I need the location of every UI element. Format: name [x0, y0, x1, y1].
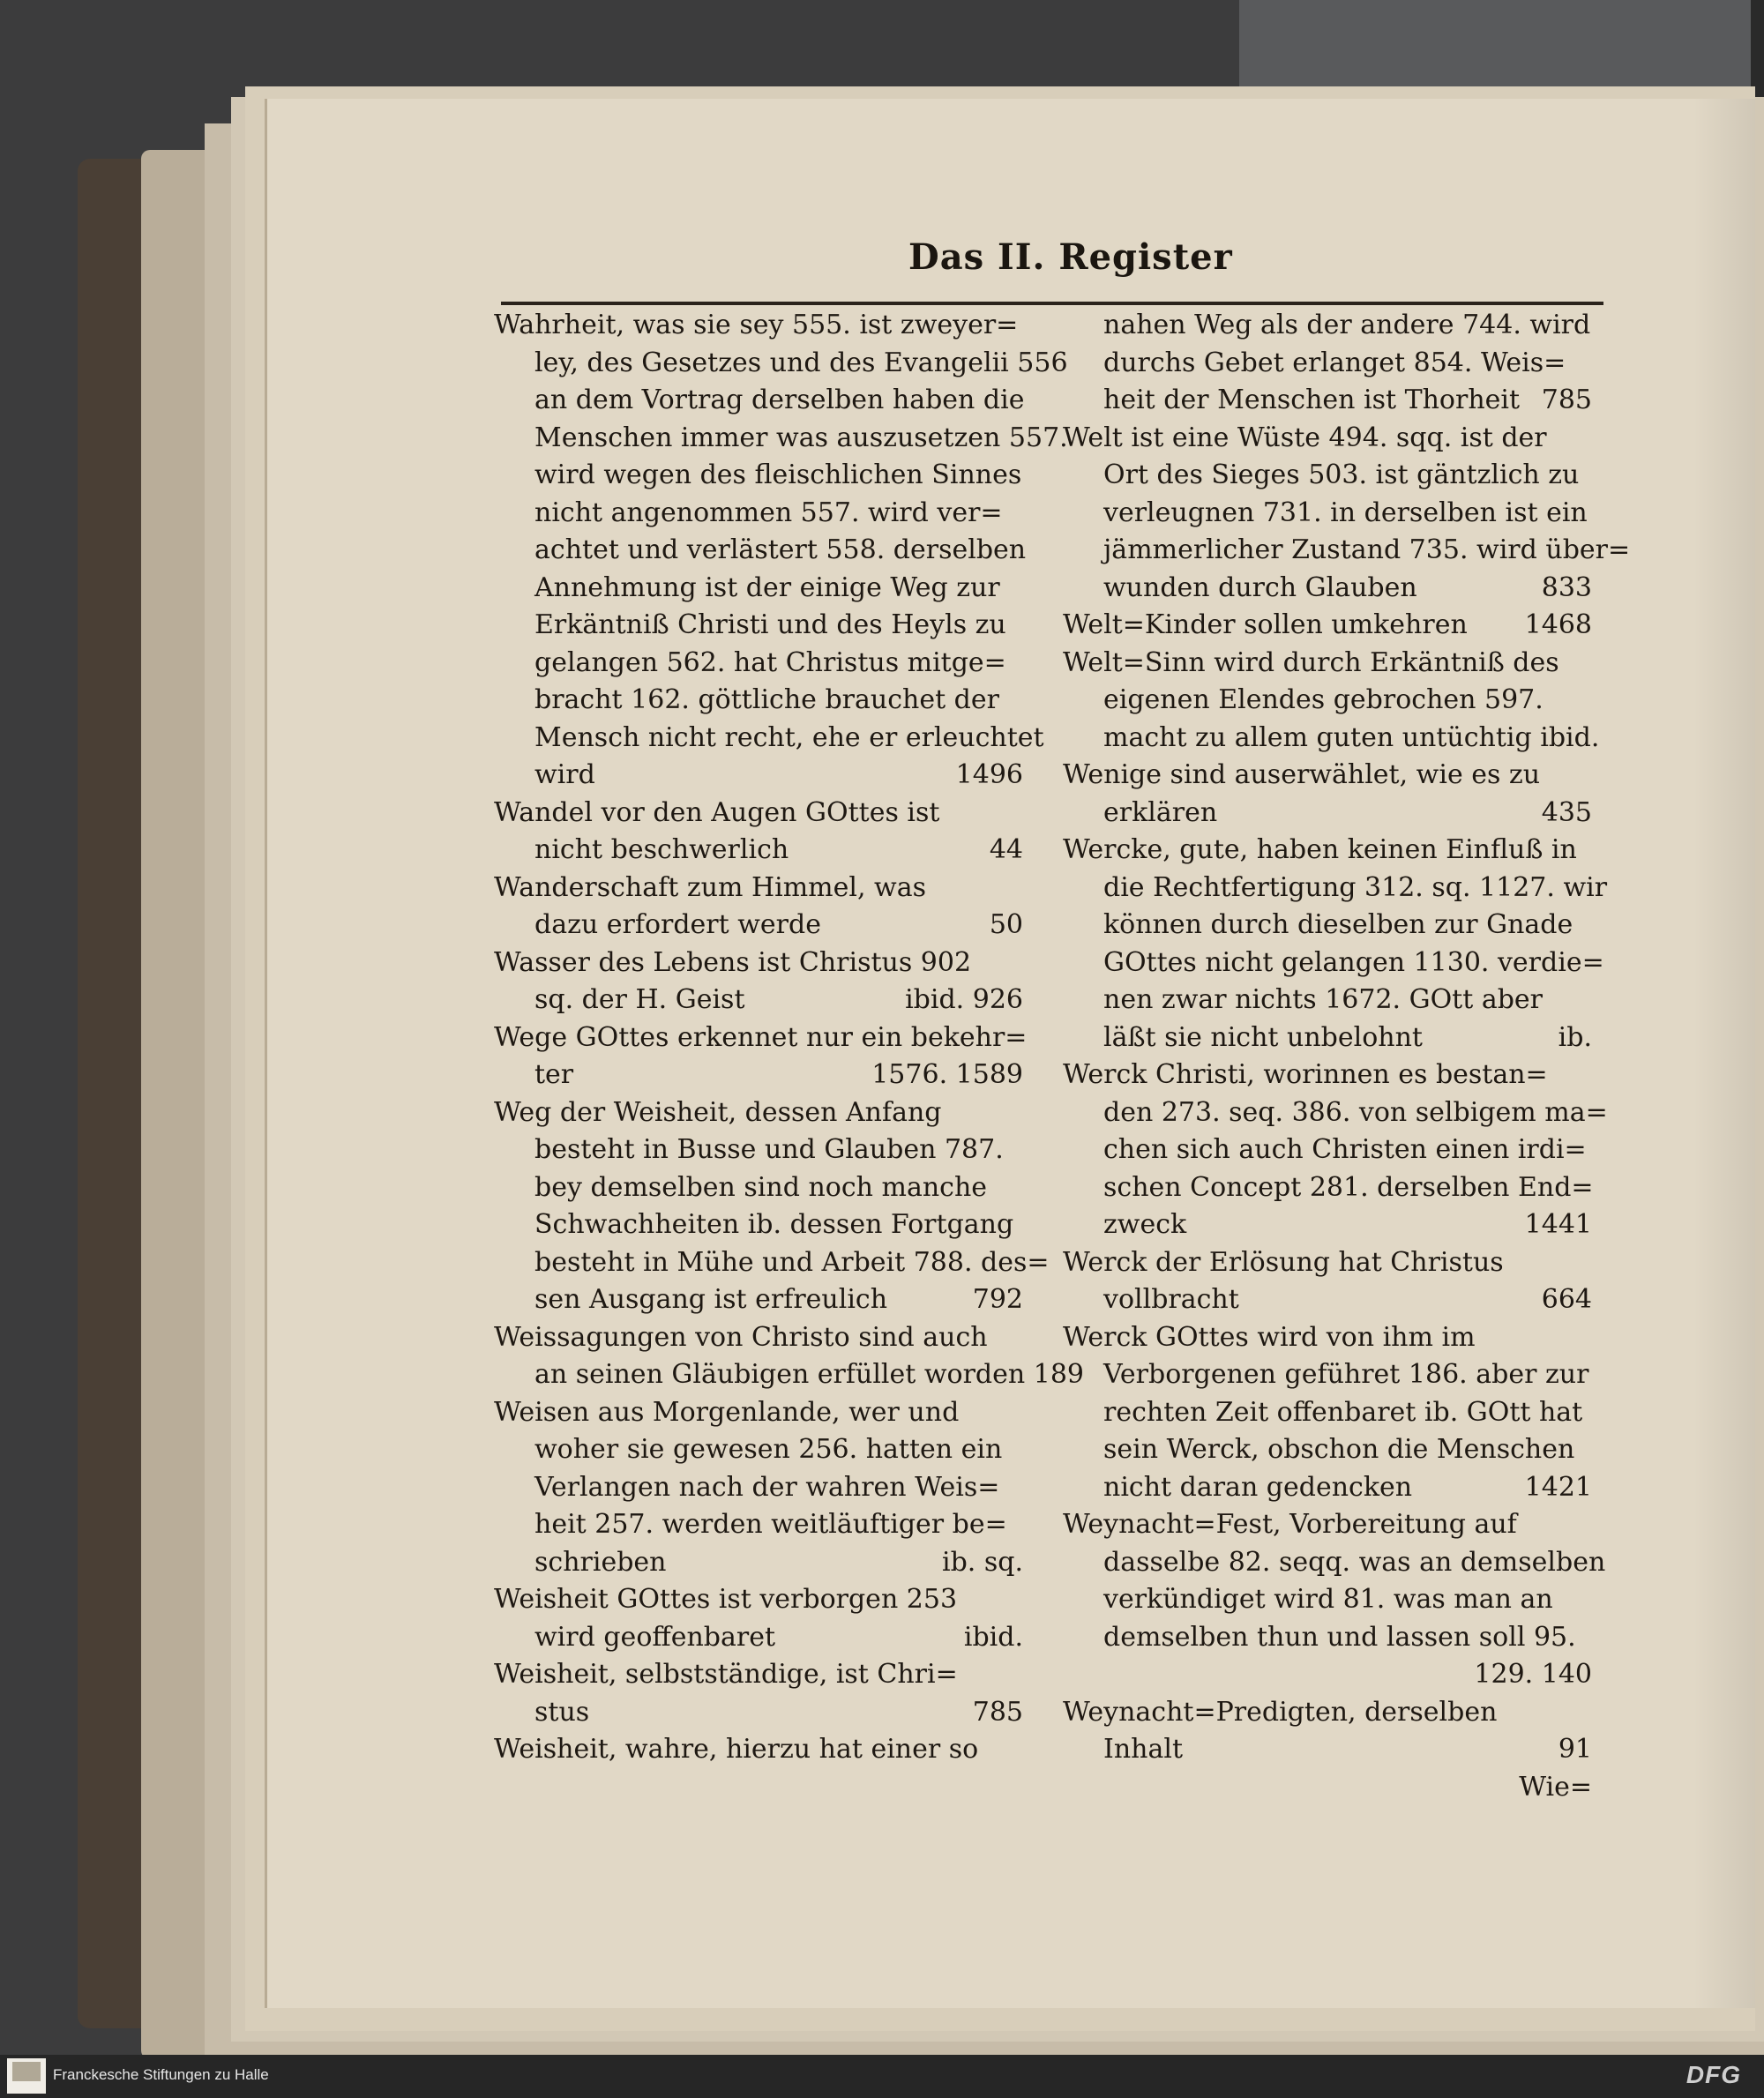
index-entry-text: Weg der Weisheit, dessen Anfang [494, 1096, 942, 1128]
index-line [494, 460, 1023, 490]
index-line [494, 1323, 1023, 1353]
index-line [494, 1398, 1023, 1428]
page-reference: 785 [972, 1696, 1023, 1728]
index-entry-text: GOttes nicht gelangen 1130. verdie= [1103, 946, 1604, 978]
index-entry-text: Welt ist eine Wüste 494. sqq. ist der [1063, 422, 1547, 453]
page-reference: ib. [1558, 1021, 1592, 1053]
index-entry-text: nicht beschwerlich [534, 834, 789, 865]
index-entry-text: Wandel vor den Augen GOttes ist [494, 796, 940, 828]
index-line [1063, 835, 1592, 865]
index-line [494, 648, 1023, 678]
page-reference: ib. sq. [941, 1546, 1023, 1578]
page-reference: 785 [1541, 385, 1592, 415]
index-line [494, 1660, 1023, 1690]
index-line [494, 910, 1023, 940]
index-line [1063, 1060, 1592, 1090]
page-shadow [1693, 99, 1755, 2008]
index-entry-text: Weisheit, selbstständige, ist Chri= [494, 1659, 958, 1690]
index-line [494, 498, 1023, 528]
index-line [494, 610, 1023, 640]
page-reference: 1496 [955, 759, 1023, 790]
index-line [1063, 534, 1631, 565]
index-entry-text: Inhalt [1103, 1734, 1184, 1765]
index-entry-text: wird geoffenbaret [534, 1621, 776, 1653]
index-line [1063, 721, 1600, 753]
index-entry-text: jämmerlicher Zustand 735. wird über= [1103, 534, 1631, 565]
page-reference: 1468 [1524, 609, 1592, 640]
index-entry-text: wird [534, 759, 595, 790]
index-line [494, 1698, 1023, 1728]
index-entry-text: Wercke, gute, haben keinen Einfluß in [1063, 834, 1577, 865]
page-reference: 1441 [1524, 1209, 1592, 1240]
index-line [494, 873, 1023, 903]
index-line [1063, 946, 1604, 978]
index-entry-text: dasselbe 82. seqq. was an demselben [1103, 1546, 1606, 1578]
index-entry-text: Werck GOttes wird von ihm im [1063, 1321, 1476, 1353]
index-line [494, 1021, 1028, 1053]
index-line [494, 1548, 1023, 1578]
index-entry-text: macht zu allem guten untüchtig ibid. [1103, 721, 1600, 753]
index-line [1063, 1360, 1592, 1390]
index-line [1063, 1398, 1592, 1428]
index-entry-text: Verborgenen geführet 186. aber zur [1103, 1359, 1589, 1390]
page-reference: 129. 140 [1474, 1659, 1592, 1690]
index-entry-text: verkündiget wird 81. was man an [1103, 1584, 1553, 1615]
index-line [494, 347, 1068, 378]
index-line [1063, 1546, 1606, 1578]
index-line [494, 1135, 1023, 1165]
index-entry-text: ley, des Gesetzes und des Evangelii 556 [534, 347, 1068, 378]
index-entry-text: heit 257. werden weitläuftiger be= [534, 1509, 1007, 1540]
index-entry-text: nicht angenommen 557. wird ver= [534, 497, 1003, 528]
index-entry-text: rechten Zeit offenbaret ib. GOtt hat [1103, 1396, 1583, 1428]
page-header: Das II. Register [908, 236, 1233, 278]
index-entry-text: bracht 162. göttliche brauchet der [534, 684, 999, 715]
index-entry-text: läßt sie nicht unbelohnt [1103, 1021, 1423, 1053]
index-line [1063, 798, 1592, 828]
index-line [494, 1246, 1050, 1278]
page-reference: ibid. 926 [905, 984, 1023, 1015]
index-entry-text: nicht daran gedencken [1103, 1471, 1413, 1503]
index-line [1063, 1135, 1592, 1165]
index-line [1063, 610, 1592, 640]
index-line [494, 573, 1023, 603]
index-entry-text: Ort des Sieges 503. ist gäntzlich zu [1103, 459, 1580, 490]
index-line [494, 798, 1023, 828]
index-line [1063, 1173, 1592, 1203]
index-line [494, 1735, 1023, 1765]
index-line [1063, 1473, 1592, 1503]
index-entry-text: an seinen Gläubigen erfüllet worden 189 [534, 1359, 1085, 1390]
index-entry-text: Weissagungen von Christo sind auch [494, 1321, 988, 1353]
index-entry-text: Weynacht=Predigten, derselben [1063, 1696, 1498, 1728]
index-entry-text: bey demselben sind noch manche [534, 1171, 988, 1203]
index-entry-text: schen Concept 281. derselben End= [1103, 1171, 1594, 1203]
index-line [494, 760, 1023, 790]
index-line [494, 948, 1023, 978]
index-entry-text: wird wegen des fleischlichen Sinnes [534, 459, 1022, 490]
index-line [494, 1210, 1023, 1240]
index-entry-text: Welt=Sinn wird durch Erkäntniß des [1063, 646, 1559, 678]
index-entry-text: sein Werck, obschon die Menschen [1103, 1434, 1575, 1465]
index-line [1063, 1623, 1592, 1653]
index-entry-text: Erkäntniß Christi und des Heyls zu [534, 609, 1006, 640]
index-line [1063, 685, 1592, 715]
index-line [1063, 348, 1592, 378]
page-reference: 50 [989, 909, 1023, 940]
catchword-text: Wie= [1519, 1771, 1592, 1803]
index-entry-text: Welt=Kinder sollen umkehren [1063, 609, 1468, 640]
index-entry-text: schrieben [534, 1546, 667, 1578]
index-line [1063, 385, 1592, 415]
index-line [1063, 871, 1608, 903]
index-entry-text: sq. der H. Geist [534, 984, 745, 1015]
index-line [494, 685, 1023, 715]
index-entry-text: stus [534, 1696, 590, 1728]
index-line [1063, 1096, 1608, 1128]
page-reference: 792 [972, 1284, 1023, 1315]
index-line [494, 1285, 1023, 1315]
index-entry-text: wunden durch Glauben [1103, 571, 1417, 603]
index-line [494, 1435, 1023, 1465]
index-line [494, 1359, 1085, 1390]
index-entry-text: Wanderschaft zum Himmel, was [494, 871, 926, 903]
index-line [1063, 1323, 1592, 1353]
index-entry-text: eigenen Elendes gebrochen 597. [1103, 684, 1544, 715]
index-line [1063, 1510, 1592, 1540]
index-line [1063, 1698, 1592, 1728]
index-line [494, 1060, 1023, 1090]
index-line [494, 385, 1023, 415]
index-entry-text: gelangen 562. hat Christus mitge= [534, 646, 1006, 678]
institution-name: Franckesche Stiftungen zu Halle [53, 2066, 269, 2083]
index-entry-text: nahen Weg als der andere 744. wird [1103, 310, 1591, 340]
index-line [494, 835, 1023, 865]
index-line [494, 1173, 1023, 1203]
page-reference: 91 [1558, 1734, 1592, 1765]
index-entry-text: Weynacht=Fest, Vorbereitung auf [1063, 1509, 1517, 1540]
index-entry-text: ter [534, 1059, 574, 1090]
page-reference: 1576. 1589 [871, 1059, 1023, 1090]
page-reference: 435 [1541, 796, 1592, 828]
index-entry-text: Wenige sind auserwählet, wie es zu [1063, 759, 1541, 790]
index-entry-text: chen sich auch Christen einen irdi= [1103, 1134, 1587, 1165]
index-entry-text: Weisheit GOttes ist verborgen 253 [494, 1584, 958, 1615]
index-line [494, 534, 1027, 565]
index-entry-text: Werck der Erlösung hat Christus [1063, 1246, 1504, 1278]
index-entry-text: demselben thun und lassen soll 95. [1103, 1621, 1576, 1653]
page-reference: 833 [1541, 571, 1592, 603]
index-entry-text: besteht in Busse und Glauben 787. [534, 1134, 1004, 1165]
index-entry-text: Weisen aus Morgenlande, wer und [494, 1396, 960, 1428]
index-line [1063, 1285, 1592, 1315]
index-line [494, 422, 1068, 453]
index-entry-text: Wege GOttes erkennet nur ein bekehr= [494, 1021, 1028, 1053]
index-line [494, 310, 1023, 340]
index-line [1063, 460, 1592, 490]
index-line [1063, 1023, 1592, 1053]
page-reference: 1421 [1524, 1471, 1592, 1503]
index-entry-text: können durch dieselben zur Gnade [1103, 909, 1573, 940]
index-entry-text: zweck [1103, 1209, 1187, 1240]
index-entry-text: heit der Menschen ist Thorheit [1103, 385, 1521, 415]
index-entry-text: Weisheit, wahre, hierzu hat einer so [494, 1734, 979, 1765]
index-entry-text: woher sie gewesen 256. hatten ein [534, 1434, 1003, 1465]
index-line [1063, 1585, 1592, 1615]
index-entry-text: achtet und verlästert 558. derselben [534, 534, 1027, 565]
index-entry-text: vollbracht [1103, 1284, 1239, 1315]
index-line [494, 1585, 1023, 1615]
index-line [494, 1623, 1023, 1653]
index-line [1063, 985, 1592, 1015]
index-entry-text: Verlangen nach der wahren Weis= [534, 1471, 1000, 1503]
page-reference: 44 [989, 834, 1023, 865]
index-line [1063, 760, 1592, 790]
index-line [494, 721, 1044, 753]
index-entry-text: Menschen immer was auszusetzen 557. [534, 422, 1068, 453]
index-line [1063, 423, 1592, 453]
index-entry-text: Annehmung ist der einige Weg zur [534, 571, 1000, 603]
page-reference: 664 [1541, 1284, 1592, 1315]
index-line [494, 1098, 1023, 1128]
index-entry-text: durchs Gebet erlanget 854. Weis= [1103, 347, 1566, 378]
index-entry-text: Wasser des Lebens ist Christus 902 [494, 946, 972, 978]
index-entry-text: Schwachheiten ib. dessen Fortgang [534, 1209, 1014, 1240]
index-line [1063, 1248, 1592, 1278]
index-line [1063, 1210, 1592, 1240]
index-line [1063, 1735, 1592, 1765]
index-entry-text: sen Ausgang ist erfreulich [534, 1284, 888, 1315]
index-line [494, 1473, 1023, 1503]
index-entry-text: erklären [1103, 796, 1218, 828]
index-entry-text: den 273. seq. 386. von selbigem ma= [1103, 1096, 1608, 1128]
index-line [494, 1510, 1023, 1540]
index-entry-text: dazu erfordert werde [534, 909, 821, 940]
index-line [494, 985, 1023, 1015]
index-line [1063, 1435, 1592, 1465]
index-entry-text: Werck Christi, worinnen es bestan= [1063, 1059, 1548, 1090]
institution-logo-mark [12, 2062, 41, 2081]
index-line [1063, 1660, 1592, 1690]
index-line [1063, 648, 1592, 678]
index-line [1063, 573, 1592, 603]
index-entry-text: an dem Vortrag derselben haben die [534, 385, 1025, 415]
index-entry-text: nen zwar nichts 1672. GOtt aber [1103, 984, 1544, 1015]
index-entry-text: besteht in Mühe und Arbeit 788. des= [534, 1246, 1050, 1278]
index-entry-text: Mensch nicht recht, ehe er erleuchtet [534, 721, 1044, 753]
index-line [1063, 310, 1592, 340]
index-line [1063, 498, 1592, 528]
index-entry-text: Wahrheit, was sie sey 555. ist zweyer= [494, 310, 1019, 340]
index-entry-text: verleugnen 731. in derselben ist ein [1103, 497, 1588, 528]
index-entry-text: die Rechtfertigung 312. sq. 1127. wir [1103, 871, 1608, 903]
dfg-logo: DFG [1686, 2061, 1741, 2088]
page-reference: ibid. [963, 1621, 1023, 1653]
header-rule [501, 302, 1603, 305]
index-line [1063, 910, 1592, 940]
